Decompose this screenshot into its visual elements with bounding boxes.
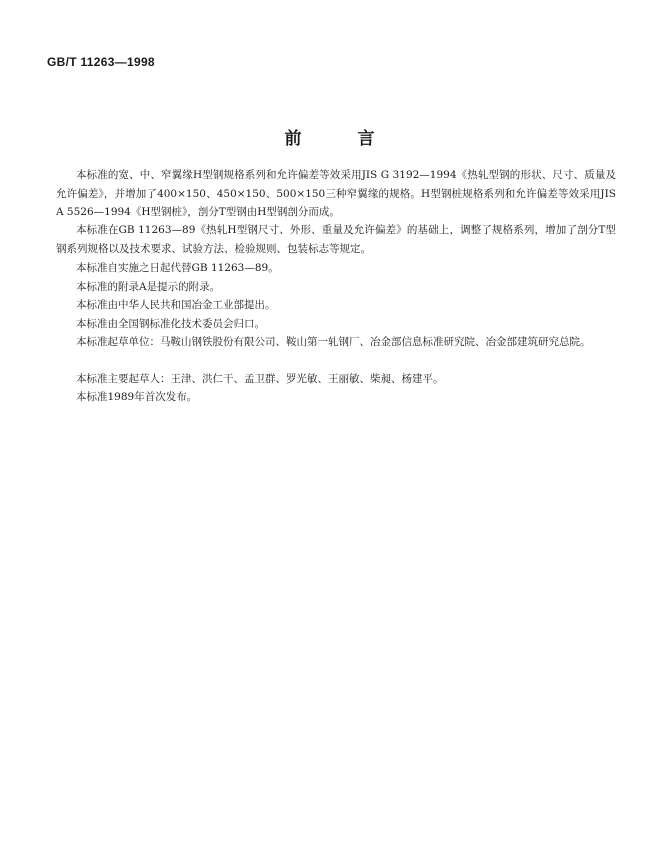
title-char-1: 前 bbox=[284, 129, 304, 149]
paragraph-proposer: 本标准由中华人民共和国冶金工业部提出。 bbox=[76, 299, 276, 311]
paragraph-appendix: 本标准的附录A是提示的附录。 bbox=[76, 281, 221, 293]
paragraph-first-issue: 本标准1989年首次发布。 bbox=[76, 391, 198, 403]
paragraph-revision: 本标准在GB 11263—89《热轧H型钢尺寸、外形、重量及允许偏差》的基础上，调整了规格系列，增加了剖分T型钢系列规格以及技术要求、试验方法、检验规则、包装标志等规定。 bbox=[56, 224, 616, 255]
page-title bbox=[0, 124, 661, 149]
paragraph-equivalence: 本标准的宽、中、窄翼缘H型钢规格系列和允许偏差等效采用JIS G 3192—1994《热轧型钢的形状、尺寸、质量及允许偏差》，并增加了400×150、450×150、500×150三种窄翼缘的规格。H型钢桩规格系列和允许偏差等效采用JIS A 5526—1994《H型钢桩》，剖分T型钢由H型钢剖分而成。 bbox=[56, 169, 616, 218]
paragraph-drafting-units: 本标准起草单位：马鞍山钢铁股份有限公司、鞍山第一轧钢厂、冶金部信息标准研究院、冶金部建筑研究总院。 bbox=[76, 336, 591, 348]
paragraph-replacement: 本标准自实施之日起代替GB 11263—89。 bbox=[76, 262, 279, 274]
paragraph-drafters: 本标准主要起草人：王津、洪仁干、孟卫群、罗光敏、王丽敏、柴昶、杨建平。 bbox=[76, 373, 444, 385]
title-char-2: 言 bbox=[357, 129, 377, 149]
standard-code-header: GB/T 11263—1998 bbox=[47, 55, 155, 69]
paragraph-committee: 本标准由全国钢标准化技术委员会归口。 bbox=[76, 318, 265, 330]
